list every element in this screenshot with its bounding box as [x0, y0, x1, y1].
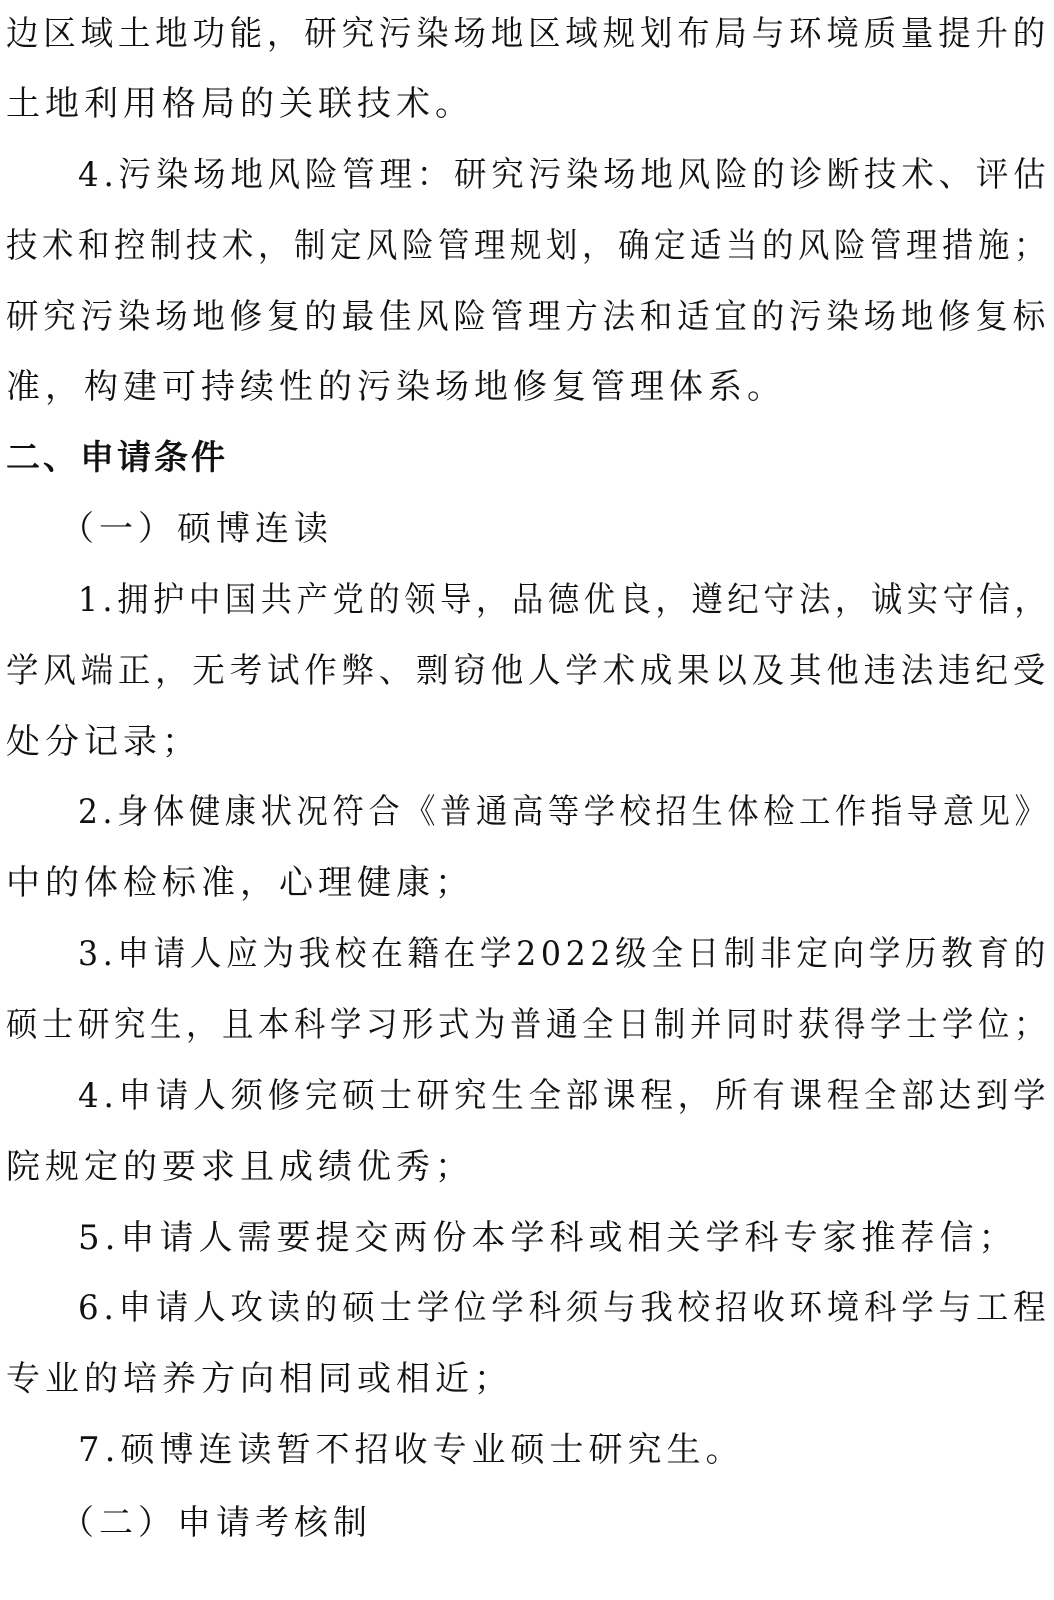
text-line: 研究污染场地修复的最佳风险管理方法和适宜的污染场地修复标 [6, 297, 1050, 337]
text-line: 2.身体健康状况符合《普通高等学校招生体检工作指导意见》 [78, 792, 1051, 832]
text-line: 4.申请人须修完硕士研究生全部课程，所有课程全部达到学 [78, 1076, 1051, 1116]
text-line: 专业的培养方向相同或相近； [6, 1359, 513, 1399]
section-heading: 二、申请条件 [6, 438, 228, 478]
sub-heading: （一）硕博连读 [60, 509, 333, 549]
text-line: 硕士研究生，且本科学习形式为普通全日制并同时获得学士学位； [6, 1005, 1050, 1045]
text-line: 技术和控制技术，制定风险管理规划，确定适当的风险管理措施； [6, 226, 1050, 266]
text-line: 3.申请人应为我校在籍在学2022级全日制非定向学历教育的 [78, 934, 1050, 974]
text-line: 处分记录； [6, 722, 201, 762]
text-line: 7.硕博连读暂不招收专业硕士研究生。 [78, 1430, 745, 1470]
text-line: 1.拥护中国共产党的领导，品德优良，遵纪守法，诚实守信， [78, 580, 1051, 620]
text-line: 5.申请人需要提交两份本学科或相关学科专家推荐信； [78, 1218, 1018, 1258]
text-line: 学风端正，无考试作弊、剽窃他人学术成果以及其他违法违纪受 [6, 651, 1050, 691]
text-line: 中的体检标准，心理健康； [6, 863, 474, 903]
text-line: 准，构建可持续性的污染场地修复管理体系。 [6, 367, 786, 407]
text-line: 边区域土地功能，研究污染场地区域规划布局与环境质量提升的 [6, 14, 1050, 54]
text-line: 土地利用格局的关联技术。 [6, 84, 474, 124]
sub-heading: （二）申请考核制 [60, 1503, 372, 1543]
text-line: 6.申请人攻读的硕士学位学科须与我校招收环境科学与工程 [78, 1288, 1051, 1328]
text-line: 4.污染场地风险管理：研究污染场地风险的诊断技术、评估 [78, 155, 1051, 195]
text-line: 院规定的要求且成绩优秀； [6, 1147, 474, 1187]
